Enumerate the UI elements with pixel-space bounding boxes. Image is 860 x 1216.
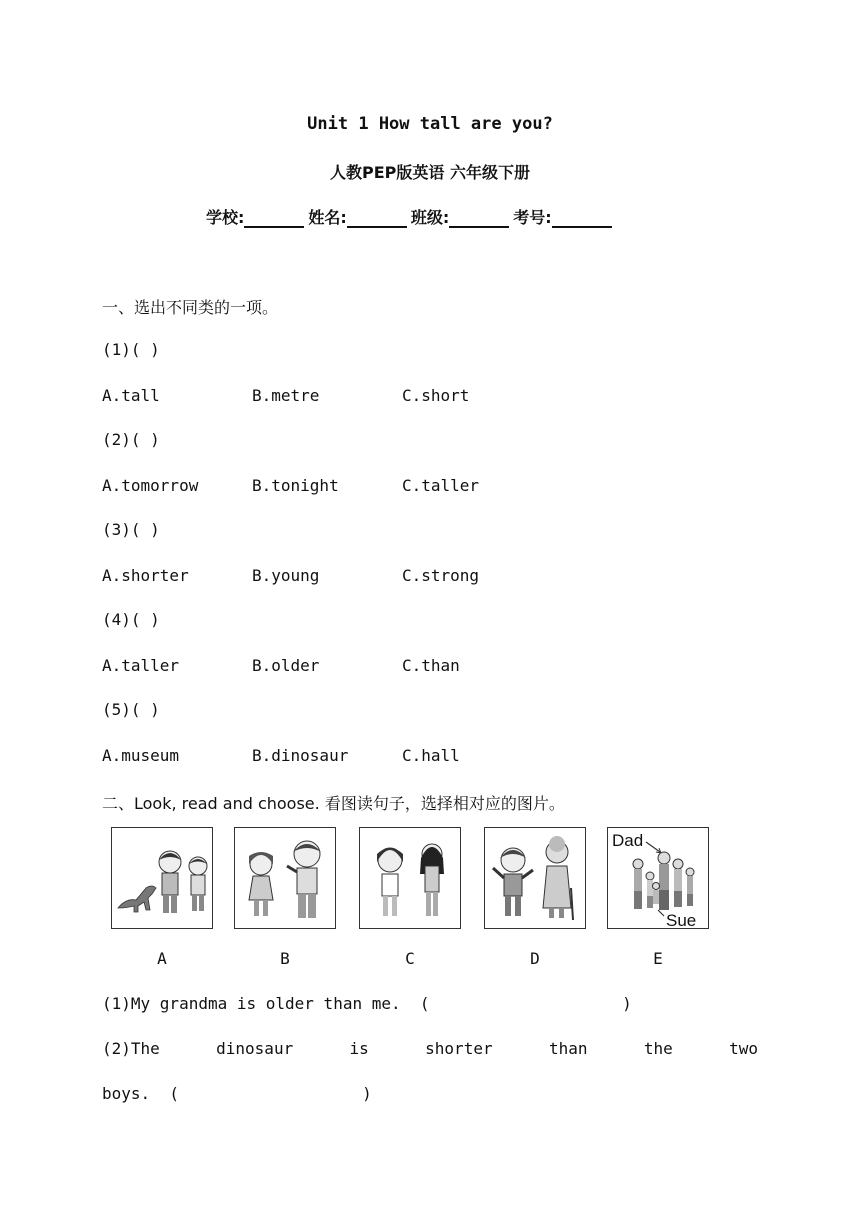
- option-c: C.strong: [402, 566, 480, 585]
- picture-letter: C: [405, 949, 415, 968]
- option-b: B.tonight: [252, 476, 339, 495]
- section2-heading: 二、Look, read and choose. 看图读句子，选择相对应的图片。: [102, 794, 565, 813]
- option-c: C.taller: [402, 476, 480, 495]
- option-a: A.museum: [102, 746, 180, 765]
- sentence-word: dinosaur: [216, 1039, 294, 1058]
- option-a: A.shorter: [102, 566, 189, 585]
- sentence-word: shorter: [425, 1039, 493, 1058]
- picture-letter: E: [653, 949, 663, 968]
- girl-and-boy-image: [234, 827, 336, 929]
- school-label: 学校:: [206, 208, 245, 227]
- sentence-word: is: [349, 1039, 369, 1058]
- question-number: (3)( ): [102, 520, 160, 539]
- sue-label: Sue: [666, 911, 697, 928]
- option-a: A.taller: [102, 656, 180, 675]
- family-dad-sue-image: [607, 827, 709, 929]
- name-blank[interactable]: [347, 210, 407, 228]
- option-a: A.tomorrow: [102, 476, 199, 495]
- sentence-word: two: [729, 1039, 758, 1058]
- sentence-word: (2)The: [102, 1039, 160, 1058]
- school-blank[interactable]: [244, 210, 304, 228]
- section1-heading: 一、选出不同类的一项。: [102, 298, 279, 317]
- picture-letter: B: [280, 949, 290, 968]
- exam-number-label: 考号:: [513, 208, 552, 227]
- dad-label: Dad: [612, 831, 644, 850]
- page-title: Unit 1 How tall are you?: [307, 114, 553, 134]
- class-blank[interactable]: [449, 210, 509, 228]
- name-label: 姓名:: [308, 208, 347, 227]
- sentence-word: than: [548, 1039, 588, 1058]
- question-number: (1)( ): [102, 340, 160, 359]
- two-girls-image: [359, 827, 461, 929]
- exam-number-blank[interactable]: [552, 210, 612, 228]
- class-label: 班级:: [410, 208, 450, 227]
- info-fields: [206, 205, 616, 228]
- option-c: C.hall: [402, 746, 460, 765]
- sentence-2-line-1: [102, 1039, 758, 1058]
- page-subtitle: 人教PEP版英语 六年级下册: [330, 163, 530, 182]
- option-b: B.young: [252, 566, 320, 585]
- sentence-word: the: [643, 1039, 673, 1058]
- boy-and-grandma-image: [484, 827, 586, 929]
- sentence-2-line-2: boys. ( ): [102, 1084, 372, 1103]
- option-b: B.older: [252, 656, 320, 675]
- option-a: A.tall: [102, 386, 160, 405]
- option-c: C.than: [402, 656, 460, 675]
- question-number: (2)( ): [102, 430, 160, 449]
- sentence-1: (1)My grandma is older than me. ( ): [102, 994, 632, 1013]
- question-number: (5)( ): [102, 700, 160, 719]
- dinosaur-and-two-boys-image: [111, 827, 213, 929]
- option-b: B.dinosaur: [252, 746, 349, 765]
- picture-letter: D: [530, 949, 540, 968]
- option-b: B.metre: [252, 386, 320, 405]
- option-c: C.short: [402, 386, 470, 405]
- question-number: (4)( ): [102, 610, 160, 629]
- picture-letter: A: [157, 949, 167, 968]
